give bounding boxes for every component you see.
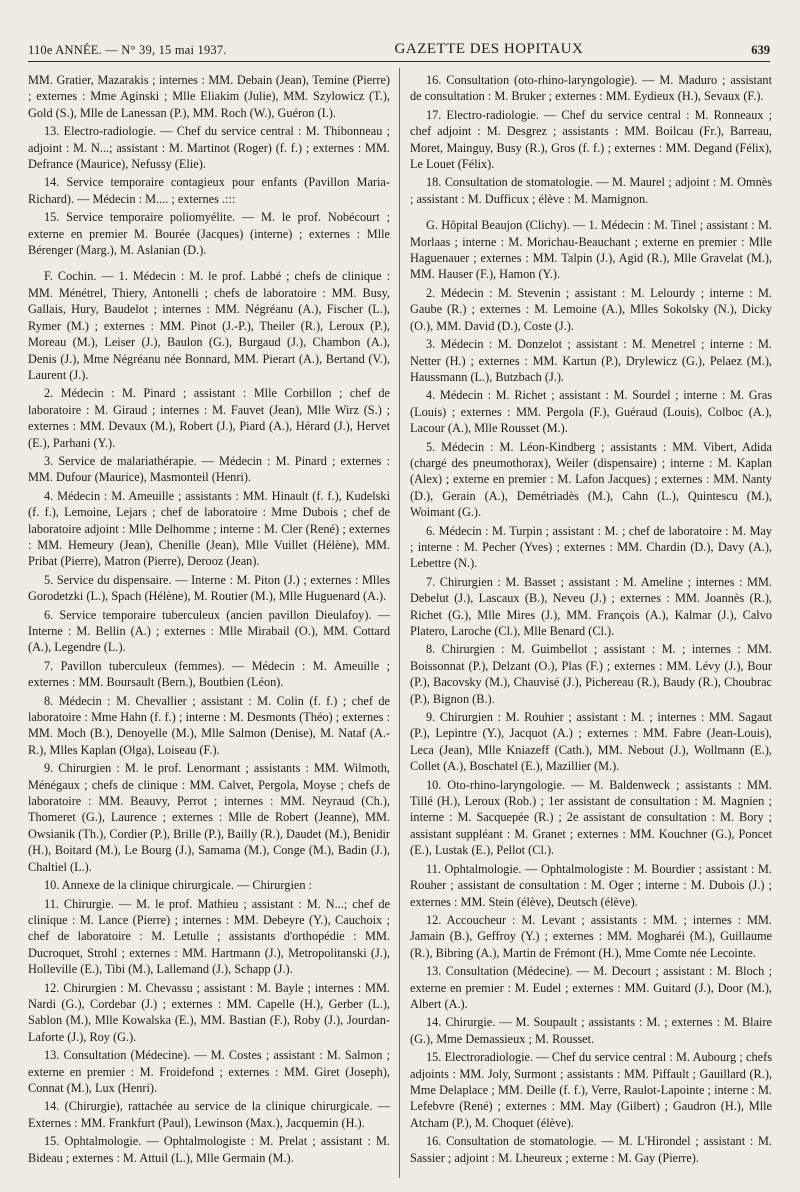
section-paragraph: G. Hôpital Beaujon (Clichy). — 1. Médecin : M. Tinel ; assistant : M. Morlaas ; interne : M. Morichau-Beauchant ; externe en premier : Mlle Haguenauer ; externes : MM. Talpin (J.), Agid (R.), Mlle Gravelat (M.), MM. Hauser (F.), Hamon (Y.). [410,218,772,282]
journal-title: GAZETTE DES HOPITAUX [394,41,584,57]
column-divider [399,68,400,1178]
paragraph: 8. Médecin : M. Chevallier ; assistant : M. Colin (f. f.) ; chef de laboratoire : Mme Hahn (f. f.) ; interne : M. Desmonts (Théo) ; externes : MM. Moch (B.), Denoyelle (M.), Mlle Salmon (Denise), M. Nataf (A.-R.), Mlles Kaplan (Olga), Loiseau (F.). [28,693,390,757]
paragraph: 12. Chirurgien : M. Chevassu ; assistant : M. Bayle ; internes : MM. Nardi (G.), Cordebar (J.) ; externes : MM. Capelle (H.), Gerber (L.), Sablon (M.), Mlle Kowalska (E.), MM. Bastian (F.), Roby (J.), Jourdan-Laforte (J.), Roy (G.). [28,980,390,1044]
paragraph: 10. Annexe de la clinique chirurgicale. — Chirurgien : [44,878,312,893]
paragraph: 10. Oto-rhino-laryngologie. — M. Baldenweck ; assistants : MM. Tillé (H.), Leroux (Rob.) ; 1er assistant de consultation : M. Magnien ; interne : M. Sacquepée (R.) ; 2e assistant de consultation : M. Bory ; assistant suppléant : M. Granet ; externes : MM. Kouchner (G.), Poncet (E.), Lustak (E.), Pellot (Cl.). [410,777,772,858]
paragraph: 14. (Chirurgie), rattachée au service de la clinique chirurgicale. — Externes : MM. Frankfurt (Paul), Lewinson (Max.), Jacquemin (H.). [28,1099,390,1130]
paragraph: 5. Service du dispensaire. — Interne : M. Piton (J.) ; externes : Mlles Gorodetzki (L.), Spach (Hélène), M. Routier (M.), Mlle Huguenard (A.). [28,572,390,604]
paragraph: 2. Médecin : M. Stevenin ; assistant : M. Lelourdy ; interne : M. Gaube (R.) ; externes : M. Lemoine (A.), Mlles Sokolsky (N.), Dicky (O.), MM. David (D.), Coste (J.). [410,285,772,333]
left-column [28,72,390,1182]
paragraph: MM. Gratier, Mazarakis ; internes : MM. Debain (Jean), Temine (Pierre) ; externes : Mme Aginski ; Mlle Eliakim (Julie), MM. Szylowicz (T.), Gold (S.), Mlle de Lanessan (P.), MM. Roch (W.), Guéron (I.). [28,73,390,120]
paragraph: 16. Consultation (oto-rhino-laryngologie). — M. Maduro ; assistant de consultation : M. Bruker ; externes : MM. Eydieux (H.), Sevaux (F.). [410,73,772,104]
paragraph: 7. Chirurgien : M. Basset ; assistant : M. Ameline ; internes : MM. Debelut (J.), Lascaux (B.), Neveu (J.) ; externes : MM. Joannès (R.), Richet (G.), Mlle Mires (J.), MM. François (A.), Kalmar (J.), Calvo Platero, Laroche (Cl.), Mlle Benard (Cl.). [410,574,772,638]
paragraph: 4. Médecin : M. Richet ; assistant : M. Sourdel ; interne : M. Gras (Louis) ; externes : MM. Pergola (F.), Guéraud (Louis), Colboc (A.), Lacour (A.), Mlle Rousset (M.). [410,388,772,436]
paragraph: 13. Consultation (Médecine). — M. Decourt ; assistant : M. Bloch ; externe en premier : M. Eudel ; externes : MM. Guitard (J.), Door (M.), Albert (A.). [410,964,772,1011]
section-paragraph: F. Cochin. — 1. Médecin : M. le prof. Labbé ; chefs de clinique : MM. Ménétrel, Thiery, Antonelli ; chefs de laboratoire : MM. Busy, Gallais, Hury, Baudelot ; internes : MM. Négréanu (A.), Fischer (L.), Rymer (M.) ; externes : MM. Pinot (J.-P.), Theiler (R.), Leroux (P.), Moreau (M.), Leiser (J.), Baulon (G.), Burgaud (J.), Chambon (A.), Denis (J.), Mme Négréanu née Bonnard, MM. Pierart (A.), Bertand (V.), Laurent (J.). [28,269,390,382]
right-column [410,72,772,1182]
paragraph: 9. Chirurgien : M. le prof. Lenormant ; assistants : MM. Wilmoth, Ménégaux ; chefs de clinique : MM. Calvet, Pergola, Moyse ; chefs de laboratoire : MM. Beauvy, Perrot ; internes : MM. Neyraud (Ch.), Thomeret (G.), Laurence ; externes : Mlle de Robert (Jeanne), MM. Owsianik (Th.), Cordier (P.), Brille (P.), Bailly (R.), Daudet (M.), Benidir (H.), Boitard (M.), Le Bourg (J.), Samama (M.), Conge (M.), Badin (J.), Chaltiel (L.). [28,761,390,874]
paragraph: 17. Electro-radiologie. — Chef du service central : M. Ronneaux ; chef adjoint : M. Desgrez ; assistants : MM. Boilcau (Fr.), Barreau, Moret, Mainguy, Busy (R.), Gros (f. f.) ; externes : MM. Degand (Félix), Le Louet (Félix). [410,107,772,172]
paragraph: 18. Consultation de stomatologie. — M. Maurel ; adjoint : M. Omnès ; assistant : M. Dufficux ; élève : M. Mamignon. [410,175,772,206]
paragraph: 14. Service temporaire contagieux pour enfants (Pavillon Maria-Richard). — Médecin : M.... ; externes .::: [28,175,390,206]
paragraph: 9. Chirurgien : M. Rouhier ; assistant : M. ; internes : MM. Sagaut (P.), Lepintre (Y.), Jacquot (A.) ; externes : MM. Fabre (Jean-Louis), Leca (Jean), Mlle Kniazeff (Cath.), MM. Nebout (J.), Wollmann (E.), Collet (A.), Boschatel (E.), Mazillier (M.). [410,710,772,774]
paragraph: 11. Chirurgie. — M. le prof. Mathieu ; assistant : M. N...; chef de clinique : M. Lance (Pierre) ; internes : MM. Debeyre (Y.), Cauchoix ; chef de laboratoire : M. Letulle ; assistants d'orthopédie : MM. Ducroquet, Strohl ; externes : MM. Hartmann (J.), Metropolitanski (J.), Holleville (E.), Tibi (M.), Lallemand (J.), Schapp (J.). [28,896,390,977]
paragraph: 15. Electroradiologie. — Chef du service central : M. Aubourg ; chefs adjoints : MM. Joly, Surmont ; assistants : MM. Piffault ; Gauillard (R.), Mme Delaplace ; MM. Deille (f. f.), Verre, Raulot-Lapointe ; interne : M. Lefebvre (René) ; externes : MM. May (Gilbert) ; Gaudron (H.), Mlle Atcham (P.), M. Choquet (élève). [410,1050,772,1130]
paragraph: 13. Electro-radiologie. — Chef du service central : M. Thibonneau ; adjoint : M. N...; assistant : M. Martinot (Roger) (f. f.) ; externes : MM. Defrance (Maurice), Nefussy (Elie). [28,124,390,172]
paragraph: 2. Médecin : M. Pinard ; assistant : Mlle Corbillon ; chef de laboratoire : M. Giraud ; internes : M. Fauvet (Jean), Mlle Wirz (S.) ; externes : MM. Devaux (M.), Robert (J.), Piard (A.), Hérard (J.), Hervet (E.), Parhani (Y.). [28,386,390,450]
paragraph: 8. Chirurgien : M. Guimbellot ; assistant : M. ; internes : MM. Boissonnat (P.), Delzant (O.), Plas (F.) ; externes : MM. Lévy (J.), Bour (P.), Bacovsky (M.), Chauvisé (J.), Pichereau (R.), Baudy (R.), Choubrac (P.), Bignon (B.). [410,642,772,706]
paragraph: 12. Accoucheur : M. Levant ; assistants : MM. ; internes : MM. Jamain (B.), Geffroy (Y.) ; externes : MM. Mogharéi (M.), Guillaume (R.), Bibring (A.), Martin de Frémont (H.), Mme Comte née Lecointe. [410,912,772,960]
paragraph: 15. Service temporaire poliomyélite. — M. le prof. Nobécourt ; externe en premier M. Bourée (Jacques) (interne) ; externes : Mlle Bérenger (Marg.), M. Aslanian (D.). [28,210,390,258]
paragraph: 16. Consultation de stomatologie. — M. L'Hirondel ; assistant : M. Sassier ; adjoint : M. Lheureux ; externe : M. Gay (Pierre). [410,1134,772,1165]
paragraph: 6. Médecin : M. Turpin ; assistant : M. ; chef de laboratoire : M. May ; interne : M. Pecher (Yves) ; externes : MM. Chardin (D.), Davy (A.), Lebettre (N.). [410,523,772,571]
paragraph: 11. Ophtalmologie. — Ophtalmologiste : M. Bourdier ; assistant : M. Rouher ; assistant de consultation : M. Oger ; interne : M. Dubois (J.) ; externes : MM. Stein (élève), Deutsch (élève). [410,861,772,909]
paragraph: 4. Médecin : M. Ameuille ; assistants : MM. Hinault (f. f.), Kudelski (f. f.), Lemoine, Lejars ; chef de laboratoire : Mme Dubois ; chef de laboratoire adjoint : Mlle Delhomme ; interne : M. Cler (René) ; externes : MM. Hemeury (Jean), Chenille (Jean), Mlle Vuillet (Hélène), MM. Pribat (Pierre), Matron (Pierre), Derooz (Jean). [28,488,390,569]
paragraph: 14. Chirurgie. — M. Soupault ; assistants : M. ; externes : M. Blaire (G.), Mme Demassieux ; M. Rousset. [410,1015,772,1046]
paragraph: 7. Pavillon tuberculeux (femmes). — Médecin : M. Ameuille ; externes : MM. Boursault (Bern.), Boutbien (Léon). [28,658,390,690]
paragraph: 13. Consultation (Médecine). — M. Costes ; assistant : M. Salmon ; externe en premier : M. Froidefond ; externes : MM. Giret (Joseph), Connat (M.), Lux (Henri). [28,1048,390,1095]
paragraph: 5. Médecin : M. Léon-Kindberg ; assistants : MM. Vibert, Adida (chargé des pneumothorax), Weiler (dispensaire) ; interne : M. Kaplan (Alex) ; externe en premier : M. Lafon Jacques) ; externes : MM. Nanty (D.), Gerain (A.), Demétriadès (M.), Cahn (L.), Quintescu (M.), Woimant (G.). [410,439,772,520]
paragraph: 3. Médecin : M. Donzelot ; assistant : M. Menetrel ; interne : M. Netter (H.) ; externes : MM. Kartun (P.), Drylewicz (G.), Pelaez (M.), Haussmann (L.), Butzbach (J.). [410,337,772,384]
paragraph: 6. Service temporaire tuberculeux (ancien pavillon Dieulafoy). — Interne : M. Bellin (A.) ; externes : Mlle Mirabail (O.), MM. Cottard (A.), Legendre (L.). [28,607,390,655]
page-header [28,34,770,62]
issue-info: 110e ANNÉE. — N° 39, 15 mai 1937. [28,43,227,57]
paragraph: 3. Service de malariathérapie. — Médecin : M. Pinard ; externes : MM. Dufour (Maurice), Masmonteil (Henri). [28,453,390,485]
page-number: 639 [751,43,770,57]
paragraph: 15. Ophtalmologie. — Ophtalmologiste : M. Prelat ; assistant : M. Bideau ; externes : M. Attuil (L.), Mlle Germain (M.). [28,1134,390,1165]
